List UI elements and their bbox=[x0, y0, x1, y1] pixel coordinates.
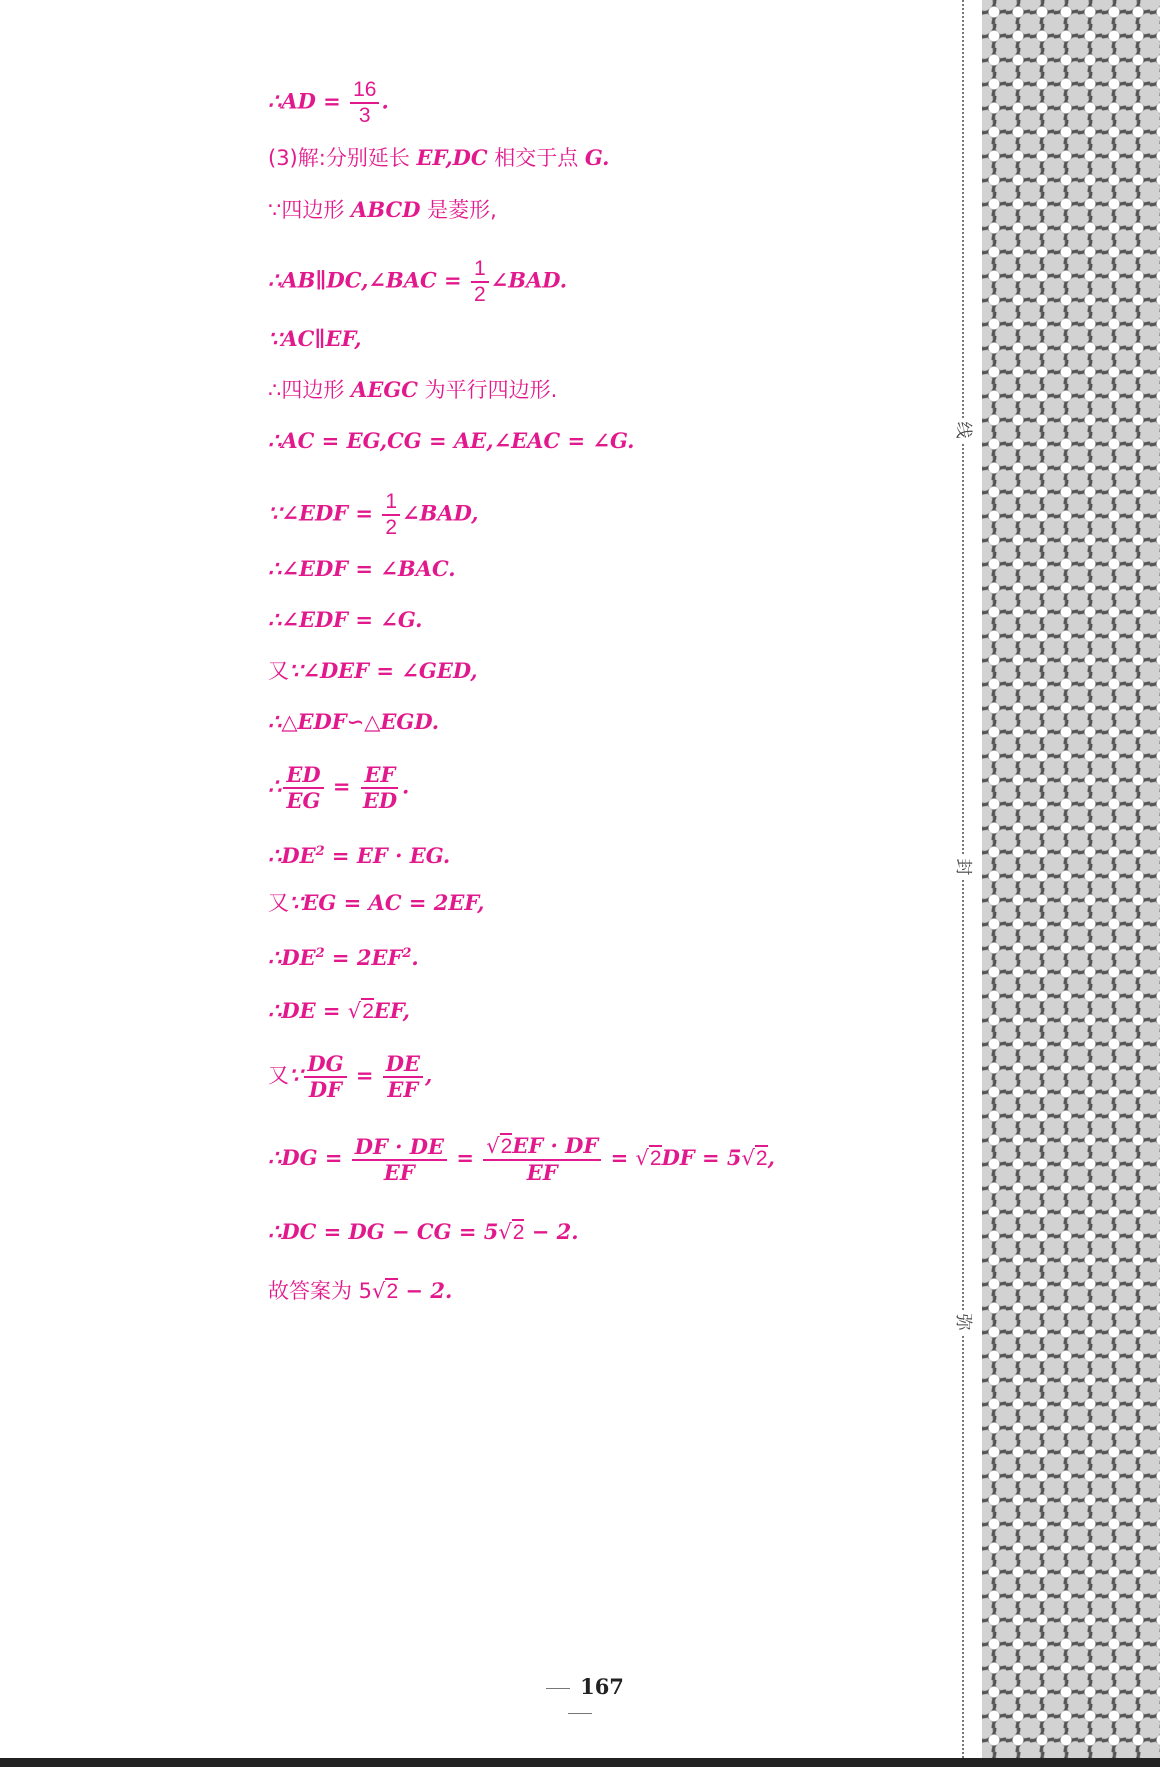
line-18: 又∵ $\frac{DG}{DF}$ = $\frac{DE}{EF}$ , bbox=[268, 1051, 433, 1102]
line-1: ∴AD = $\frac{16}{3}$ . bbox=[268, 78, 389, 127]
line-4: ∴AB∥DC,∠BAC = $\frac{1}{2}$ ∠BAD. bbox=[268, 257, 568, 306]
binding-dotted-line bbox=[962, 0, 964, 1758]
margin-label-close: 弥 bbox=[948, 1310, 978, 1334]
page-number: 167 bbox=[520, 1674, 640, 1724]
line-19: ∴DG = $\frac{DF \cdot DE}{EF}$ = $\frac{√2EF \cdot DF}{EF}$ = √2DF = 5√2, bbox=[268, 1133, 775, 1185]
margin-label-seal: 封 bbox=[948, 855, 978, 879]
line-15: 又∵EG = AC = 2EF, bbox=[268, 890, 485, 915]
line-6: ∴四边形 AEGC 为平行四边形. bbox=[268, 377, 558, 402]
bottom-bar bbox=[0, 1758, 1160, 1767]
line-8: ∵∠EDF = $\frac{1}{2}$ ∠BAD, bbox=[268, 490, 479, 539]
line-20: ∴DC = DG − CG = 5√2 − 2. bbox=[268, 1219, 579, 1244]
line-3: ∵四边形 ABCD 是菱形, bbox=[268, 197, 497, 222]
line-11: 又∵∠DEF = ∠GED, bbox=[268, 658, 478, 683]
line-5: ∵AC∥EF, bbox=[268, 326, 362, 351]
line-2: (3)解:分别延长 EF,DC 相交于点 G. bbox=[268, 145, 610, 170]
line-21: 故答案为 5√2 − 2. bbox=[268, 1278, 453, 1303]
line-14: $\therefore DE^2$ = EF · EG. bbox=[268, 843, 451, 868]
line-13: ∴ $\frac{ED}{EG}$ = $\frac{EF}{ED}$ . bbox=[268, 762, 410, 813]
line-12: ∴△EDF∽△EGD. bbox=[268, 709, 440, 734]
line-9: ∴∠EDF = ∠BAC. bbox=[268, 556, 456, 581]
line-7: ∴AC = EG,CG = AE,∠EAC = ∠G. bbox=[268, 428, 635, 453]
left-dash bbox=[546, 1688, 570, 1689]
margin-label-line: 线 bbox=[948, 418, 978, 442]
line-10: ∴∠EDF = ∠G. bbox=[268, 607, 423, 632]
line-17: ∴DE = √2EF, bbox=[268, 998, 410, 1023]
decorative-pattern-border bbox=[982, 0, 1160, 1758]
line-16: $\therefore DE^2 = 2EF^2$. bbox=[268, 945, 419, 970]
right-dash bbox=[568, 1713, 592, 1714]
